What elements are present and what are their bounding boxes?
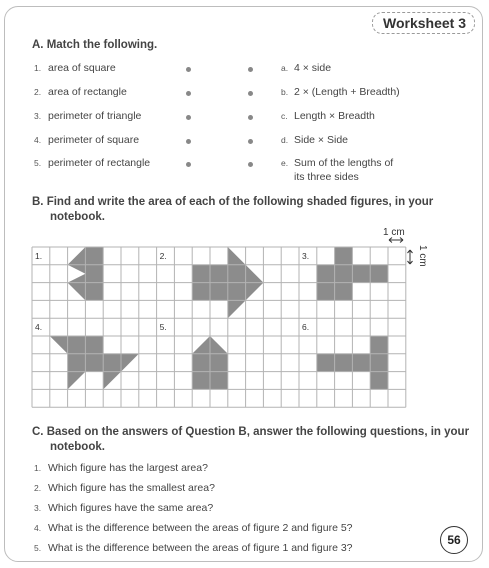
figure-3-shape [335,247,353,300]
unit-indicator-vertical [408,245,429,267]
section-c-heading-line2: notebook. [50,441,105,453]
match-left-text: area of square [48,62,116,74]
question-number: 4. [34,523,42,533]
figure-4-shape [50,336,139,389]
question-text: Which figures have the same area? [48,502,214,514]
page-number: 56 [440,526,468,554]
question-text: Which figure has the smallest area? [48,482,215,494]
question-text: Which figure has the largest area? [48,462,208,474]
figure-label-1: 1. [35,251,43,261]
match-right-text: Sum of the lengths of [294,157,394,169]
figure-label-5: 5. [159,322,167,333]
figure-label-3: 3. [302,251,310,261]
question-text: What is the difference between the areas of figure 2 and figure 5? [48,522,353,534]
match-left-number: 1. [34,63,42,73]
section-a-heading: A. Match the following. [32,39,158,51]
match-right-letter: c. [281,111,288,121]
figure-label-4: 4. [35,322,43,333]
match-left-text: perimeter of triangle [48,110,142,122]
match-right-letter: a. [281,63,289,73]
match-left-text: perimeter of rectangle [48,157,151,169]
match-left-text: perimeter of square [48,134,140,146]
match-left-number: 5. [34,158,42,168]
match-right-text: 4 × side [294,62,332,74]
match-right-text-line2: its three sides [294,171,359,183]
match-right-letter: b. [281,87,289,97]
match-right-text: Side × Side [294,134,348,146]
match-left-text: area of rectangle [48,86,127,98]
unit-label-horizontal: 1 cm [383,227,405,238]
figure-label-6: 6. [302,322,310,333]
match-left-number: 4. [34,135,42,145]
section-b-heading-line2: notebook. [50,211,105,223]
question-number: 5. [34,543,42,553]
match-right-text: Length × Breadth [294,110,375,122]
worksheet-badge: Worksheet 3 [372,12,475,34]
unit-label-vertical: 1 cm [417,245,428,267]
section-c-heading-line1: C. Based on the answers of Question B, answer the following questions, in your [32,426,470,438]
question-number: 1. [34,463,42,473]
match-left-number: 3. [34,111,42,121]
question-number: 3. [34,503,42,513]
match-right-letter: e. [281,158,289,168]
match-right-letter: d. [281,135,289,145]
section-b-heading-line1: B. Find and write the area of each of the following shaded figures, in your [32,196,434,208]
figure-6-shape [370,336,388,389]
question-number: 2. [34,483,42,493]
unit-indicator-horizontal [383,227,405,243]
match-left-number: 2. [34,87,42,97]
figure-label-2: 2. [159,251,167,261]
question-text: What is the difference between the areas of figure 1 and figure 3? [48,542,353,554]
match-right-text: 2 × (Length + Breadth) [294,86,400,98]
